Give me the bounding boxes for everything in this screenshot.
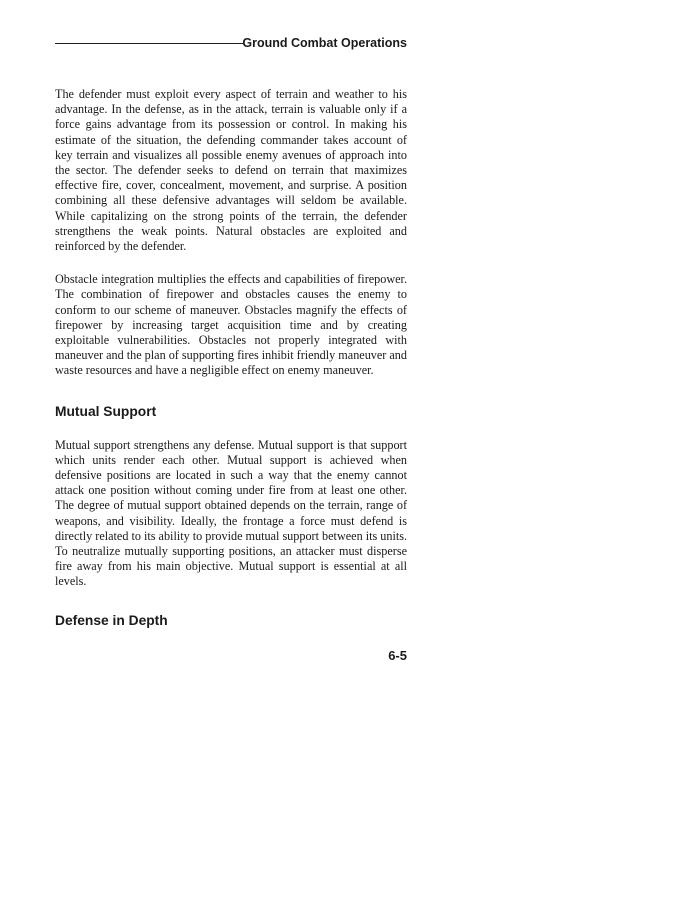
running-header bbox=[55, 36, 407, 52]
paragraph-obstacles: Obstacle integration multiplies the effects and capabilities of firepower. The combination of firepower and obstacles causes the enemy to conform to our scheme of maneuver. Obstacles magnify the effects of firepower by increasing target acquisition time and by creating exploitable vulnerabilities. Obstacles not properly integrated with maneuver and the plan of supporting fires inhibit friendly maneuver and waste resources and have a negligible effect on enemy maneuver. bbox=[55, 272, 407, 378]
paragraph-terrain: The defender must exploit every aspect of terrain and weather to his advantage. In the defense, as in the attack, terrain is valuable only if a force gains advantage from its possession or control. In making his estimate of the situation, the defending commander takes account of key terrain and visualizes all possible enemy avenues of approach into the sector. The defender seeks to defend on terrain that maximizes effective fire, cover, concealment, movement, and surprise. A position combining all these defensive advantages will seldom be available. While capitalizing on the strong points of the terrain, the defender strengthens the weak points. Natural obstacles are exploited and reinforced by the defender. bbox=[55, 87, 407, 254]
page-number: 6-5 bbox=[388, 648, 407, 663]
section-heading-defense-in-depth: Defense in Depth bbox=[55, 612, 168, 628]
paragraph-mutual-support: Mutual support strengthens any defense. Mutual support is that support which units render each other. Mutual support is achieved when defensive positions are located in such a way that the enemy cannot attack one position without coming under fire from at least one other. The degree of mutual support obtained depends on the terrain, range of weapons, and visibility. Ideally, the frontage a force must defend is directly related to its ability to provide mutual support between its units. To neutralize mutually supporting positions, an attacker must disperse fire away from his main objective. Mutual support is essential at all levels. bbox=[55, 437, 408, 589]
body-text bbox=[55, 87, 407, 647]
section-heading-mutual-support: Mutual Support bbox=[55, 403, 157, 419]
header-rule bbox=[55, 43, 243, 44]
header-title: Ground Combat Operations bbox=[242, 36, 407, 50]
